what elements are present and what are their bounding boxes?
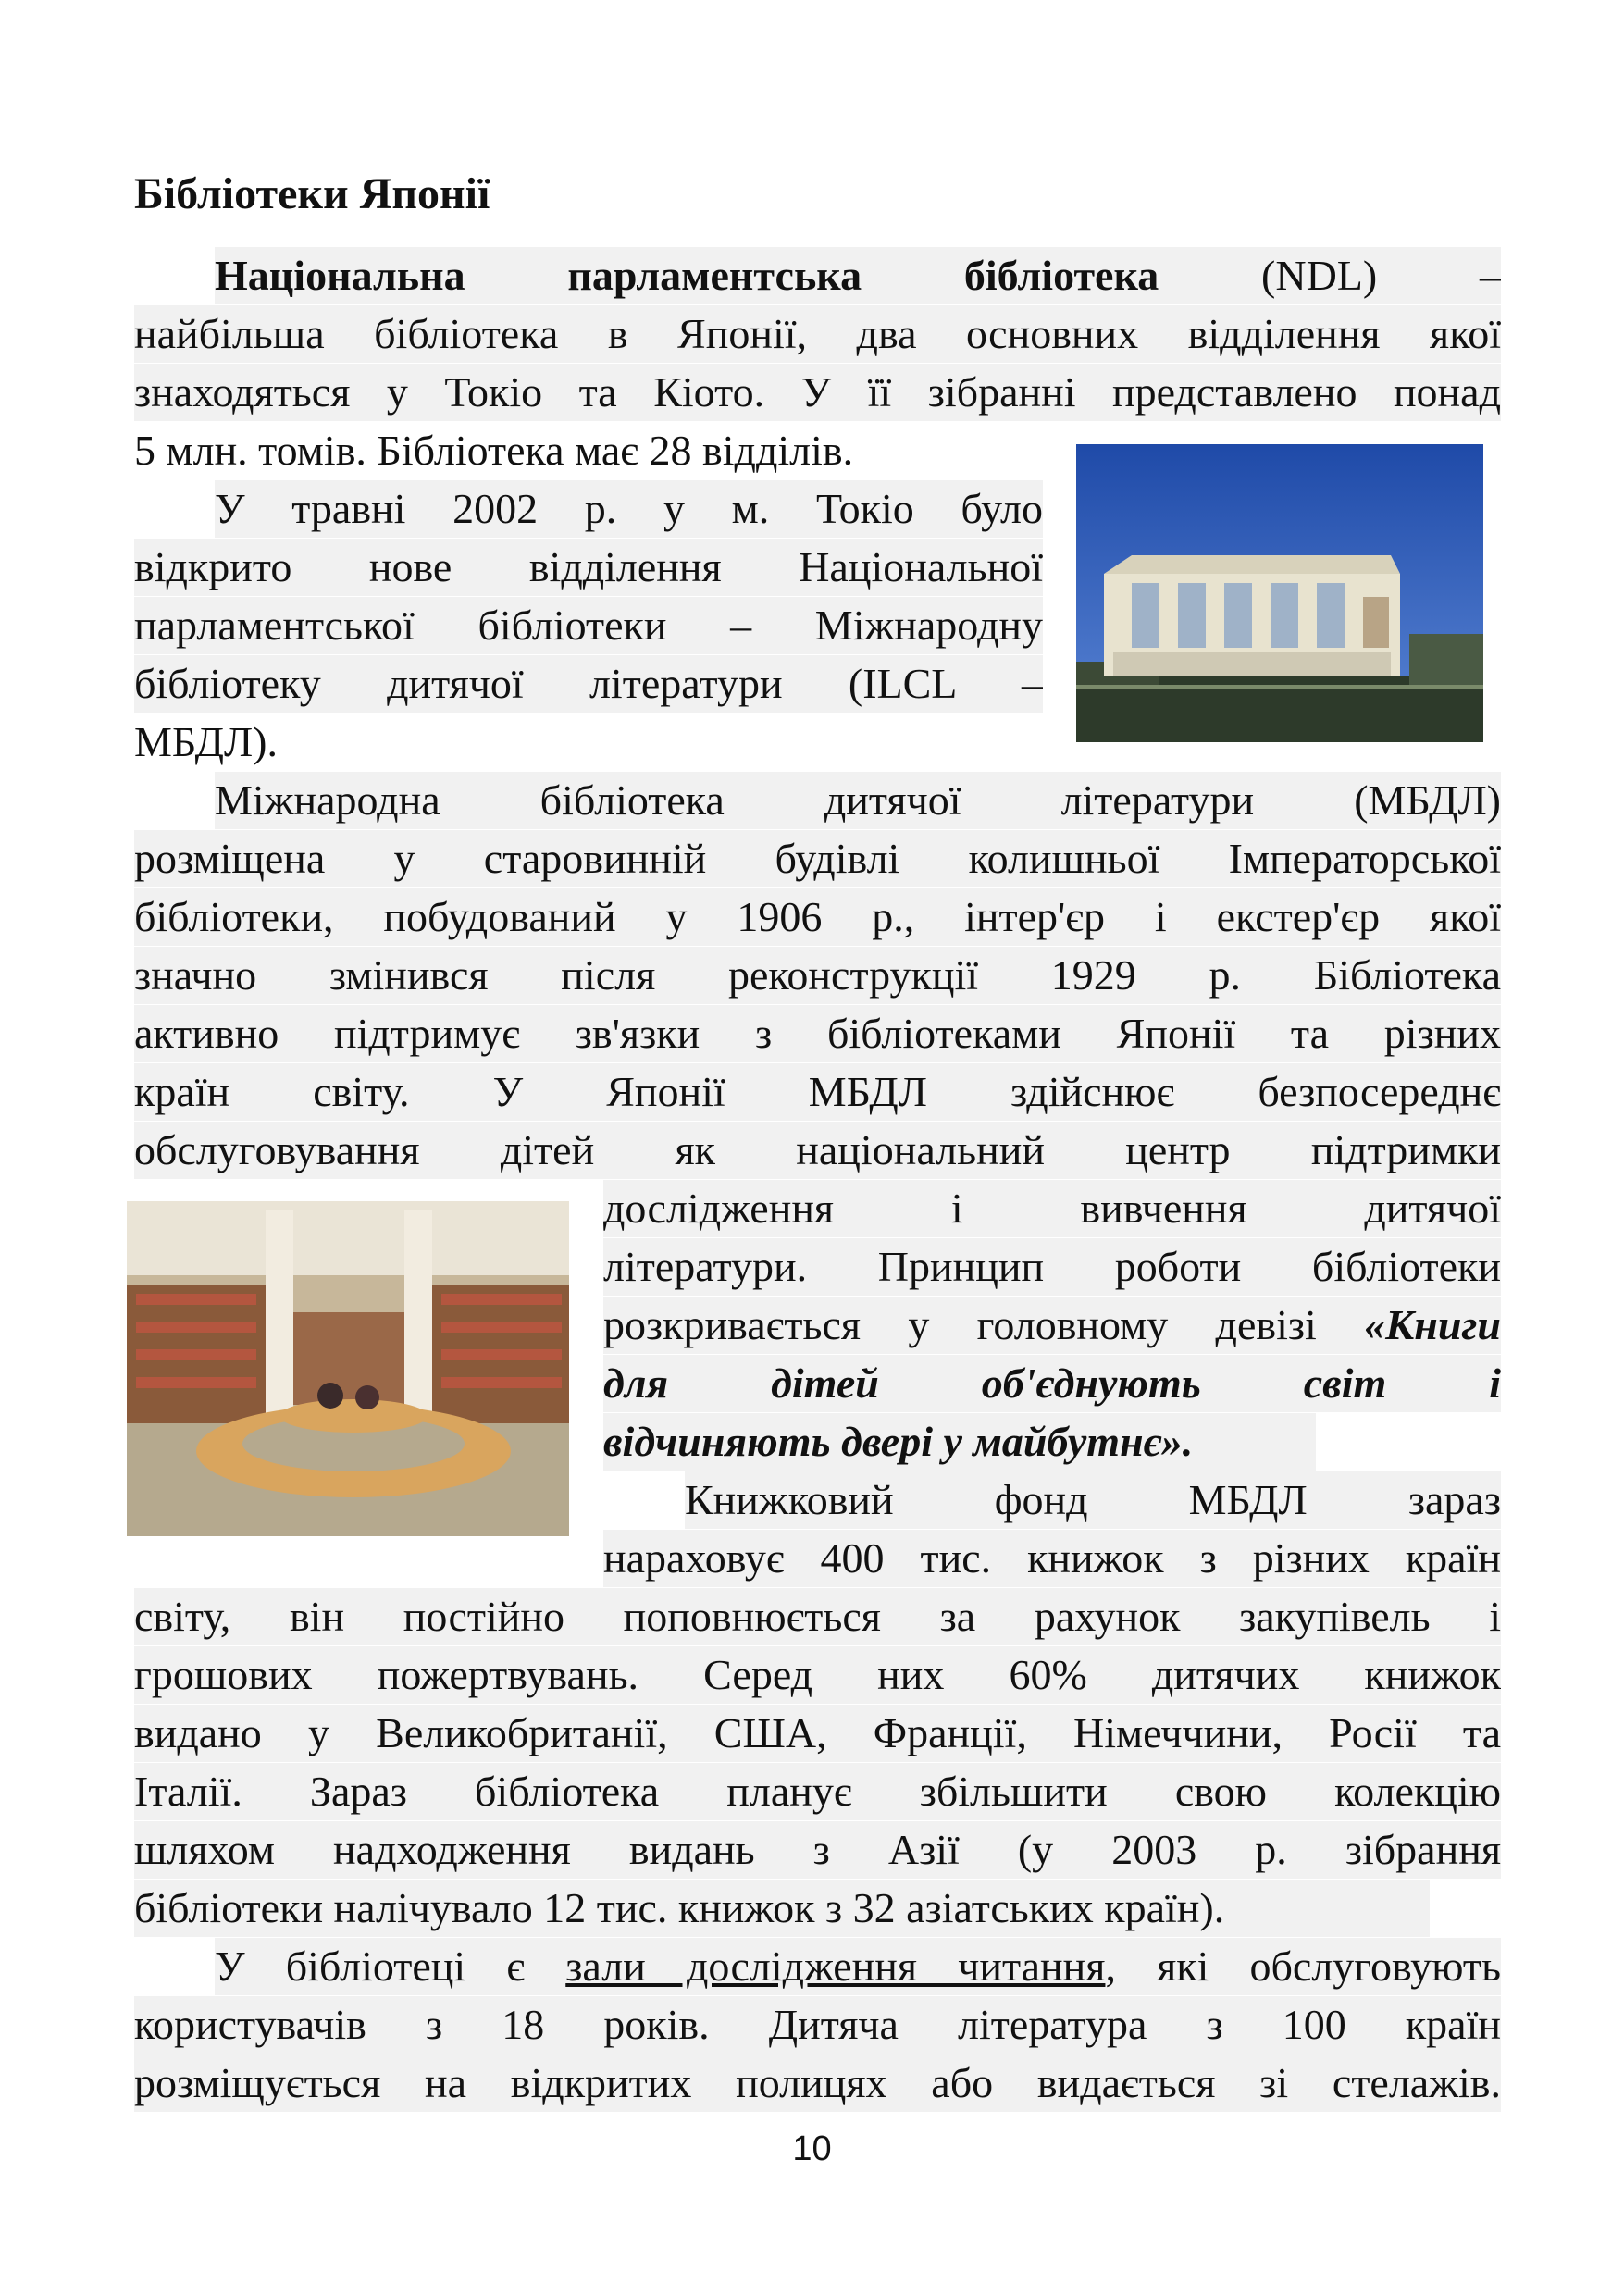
- para3-line6: країн світу. У Японії МБДЛ здійснює безпосереднє: [134, 1063, 1501, 1121]
- library-building-photo: [1076, 444, 1483, 742]
- reading-halls-link: зали дослідження читання: [565, 1942, 1106, 1990]
- para5-line3: розміщується на відкритих полицях або видається зі стелажів.: [134, 2054, 1501, 2112]
- para4-line4: грошових пожертвувань. Серед них 60% дитячих книжок: [134, 1646, 1501, 1704]
- para3-line11: [603, 1355, 1501, 1412]
- para5-line1-pre: У бібліотеці є: [215, 1942, 566, 1990]
- para1-line2: найбільша бібліотека в Японії, два основних відділення якої: [134, 305, 1501, 363]
- para5-line1: [215, 1938, 1501, 1995]
- page-title: Бібліотеки Японії: [134, 169, 490, 218]
- para3-line2: розміщена у старовинній будівлі колишньої Імператорської: [134, 830, 1501, 887]
- motto-end: відчиняють двері у майбутнє».: [603, 1418, 1194, 1465]
- para3-line3: бібліотеки, побудований у 1906 р., інтер'єр і екстер'єр якої: [134, 888, 1501, 946]
- para4-line1: Книжковий фонд МБДЛ зараз: [685, 1471, 1501, 1529]
- page-number: 10: [792, 2129, 832, 2168]
- reading-room-photo: [127, 1201, 569, 1536]
- para2-line4: бібліотеку дитячої літератури (ILCL –: [134, 655, 1043, 713]
- para3-line5: активно підтримує зв'язки з бібліотеками Японії та різних: [134, 1005, 1501, 1062]
- para2-line3: парламентської бібліотеки – Міжнародну: [134, 597, 1043, 654]
- para3-line10-plain: розкривається у головному девізі: [603, 1301, 1365, 1348]
- para4-line8: бібліотеки налічувало 12 тис. книжок з 32 азіатських країн).: [134, 1880, 1430, 1937]
- para3-line12: [603, 1413, 1316, 1471]
- para1-line1: [215, 247, 1501, 304]
- para1-line1-rest: (NDL) –: [1261, 252, 1501, 299]
- para1-line4: 5 млн. томів. Бібліотека має 28 відділів.: [134, 427, 854, 474]
- para3-line8: дослідження і вивчення дитячої: [603, 1180, 1501, 1237]
- motto-middle: для дітей об'єднують світ і: [603, 1359, 1501, 1407]
- para2-line5: МБДЛ).: [134, 718, 278, 765]
- para4-line3: світу, він постійно поповнюється за рахунок закупівель і: [134, 1588, 1501, 1645]
- para4-line5: видано у Великобританії, США, Франції, Німеччини, Росії та: [134, 1705, 1501, 1762]
- para3-line9: літератури. Принцип роботи бібліотеки: [603, 1238, 1501, 1296]
- para3-line7: обслуговування дітей як національний центр підтримки: [134, 1122, 1501, 1179]
- para5-line2: користувачів з 18 років. Дитяча література з 100 країн: [134, 1996, 1501, 2054]
- para3-line1: Міжнародна бібліотека дитячої літератури (МБДЛ): [215, 772, 1501, 829]
- para4-line6: Італії. Зараз бібліотека планує збільшити свою колекцію: [134, 1763, 1501, 1820]
- para2-line2: відкрито нове відділення Національної: [134, 539, 1043, 596]
- motto-start: «Книги: [1364, 1301, 1501, 1348]
- para4-line2: нараховує 400 тис. книжок з різних країн: [603, 1530, 1501, 1587]
- para5-line1-post: , які обслуговують: [1105, 1942, 1501, 1990]
- para4-line7: шляхом надходження видань з Азії (у 2003 р. зібрання: [134, 1821, 1501, 1879]
- para3-line4: значно змінився після реконструкції 1929 р. Бібліотека: [134, 947, 1501, 1004]
- para1-bold-lead: Національна парламентська бібліотека: [215, 252, 1159, 299]
- para2-line1: У травні 2002 р. у м. Токіо було: [215, 480, 1043, 538]
- para1-line3: знаходяться у Токіо та Кіото. У її зібранні представлено понад: [134, 364, 1501, 421]
- para3-line10: [603, 1297, 1501, 1354]
